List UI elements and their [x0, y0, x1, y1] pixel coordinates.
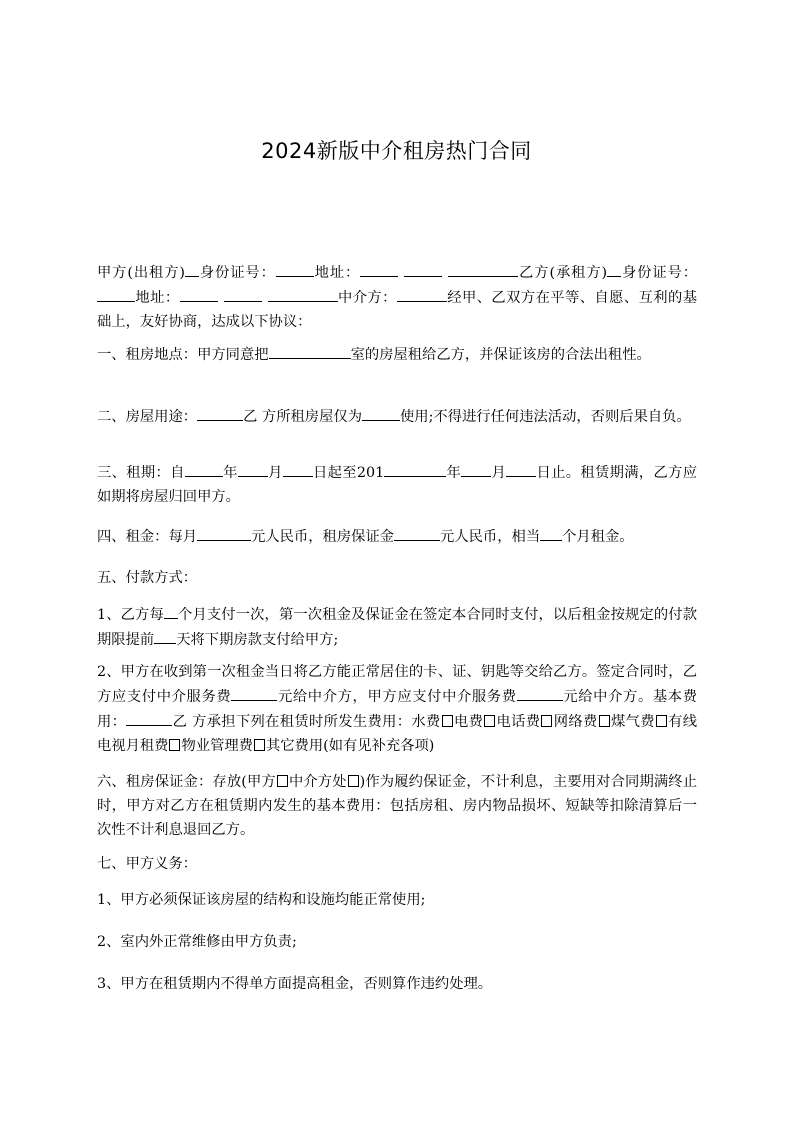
- clause-text: 1、乙方每: [97, 607, 164, 623]
- blank-field: [607, 260, 621, 277]
- clause-text: 煤气费: [610, 714, 655, 730]
- blank-field: [164, 602, 178, 619]
- checkbox: [599, 715, 610, 727]
- checkbox: [442, 715, 453, 727]
- blank-field: [269, 342, 351, 359]
- checkbox: [277, 775, 288, 787]
- clause-text: 电话费: [496, 714, 541, 730]
- blank-field: [283, 460, 313, 477]
- clause-text: 使用;不得进行任何违法活动，否则后果自负。: [400, 409, 691, 425]
- blank-field: [268, 285, 338, 302]
- clause-text: 天将下期房款支付给甲方;: [176, 632, 339, 648]
- clause-text: 月: [491, 465, 507, 481]
- blank-field: [97, 285, 135, 302]
- checkbox: [169, 739, 180, 751]
- blank-field: [404, 260, 442, 277]
- obligation-item-2: 2、室内外正常维修由甲方负责;: [97, 934, 297, 950]
- clause-payment-heading: 五、付款方式：: [97, 570, 198, 586]
- clause-usage: [97, 404, 697, 429]
- payment-item-1: [97, 602, 697, 652]
- clause-text: 2、甲方在收到第一次租金当日将乙方能正常居住的卡、证、钥匙等交给乙方。签定合同时，乙方应支付中介服务费: [97, 664, 697, 705]
- clause-text: 有线电视月租费: [97, 714, 698, 754]
- clause-text: 一、租房地点：甲方同意把: [97, 347, 269, 363]
- party-b-label: 乙方(承租方): [518, 265, 608, 281]
- blank-field: [362, 404, 400, 421]
- clause-text: 乙 方承担下列在租赁时所发生费用：水费: [172, 714, 441, 730]
- blank-field: [506, 460, 536, 477]
- clause-text: 中介方处: [288, 774, 347, 790]
- blank-field: [384, 460, 446, 477]
- agent-label: 中介方：: [337, 290, 397, 306]
- clause-text: 元人民币，租房保证金: [251, 529, 395, 545]
- agreement-text: 经甲、乙双方在平等、自愿、互利的基础上，友好协商，达成以下协议：: [97, 290, 698, 330]
- blank-field: [394, 524, 440, 541]
- blank-field: [197, 404, 243, 421]
- clause-rent: [97, 524, 697, 549]
- blank-field: [154, 627, 176, 644]
- checkbox: [656, 715, 667, 727]
- checkbox: [541, 715, 552, 727]
- clause-text: 月: [267, 465, 283, 481]
- blank-field: [197, 524, 251, 541]
- party-a-label: 甲方(出租方): [97, 265, 185, 281]
- clause-text: 乙 方所租房屋仅为: [243, 409, 362, 425]
- clause-deposit: [97, 770, 697, 842]
- blank-field: [185, 260, 199, 277]
- clause-text: 室的房屋租给乙方，并保证该房的合法出租性。: [350, 347, 651, 363]
- clause-text: 个月支付一次，第一次租金及保证金在签定本合同时支付，以后租金按规定的付款期限提前: [97, 607, 697, 648]
- blank-field: [180, 285, 218, 302]
- blank-field: [126, 709, 172, 726]
- clause-text: 六、租房保证金：存放(甲方: [97, 774, 276, 790]
- blank-field: [231, 684, 277, 701]
- clause-text: 个月租金。: [562, 529, 634, 545]
- obligation-item-1: 1、甲方必须保证该房屋的结构和设施均能正常使用;: [97, 892, 426, 908]
- payment-item-2: [97, 660, 697, 758]
- checkbox: [254, 739, 265, 751]
- clause-text: 日止。租赁期满，乙方应如期将房屋归回甲方。: [97, 465, 698, 505]
- blank-field: [448, 260, 518, 277]
- blank-field: [238, 460, 268, 477]
- clause-text: 二、房屋用途：: [97, 409, 198, 425]
- blank-field: [360, 260, 398, 277]
- clause-text: 电费: [453, 714, 484, 730]
- clause-text: 三、租期：自: [97, 465, 185, 481]
- address-label: 地址：: [313, 265, 361, 281]
- clause-text: 其它费用(如有见补充各项): [265, 738, 435, 754]
- id-label: 身份证号：: [198, 265, 276, 281]
- clause-text: )作为履约保证金，不计利息，主要用对合同期满终止时，甲方对乙方在租赁期内发生的基本费用：包括房租、房内物品损坏、短缺等扣除清算后一次性不计利息退回乙方。: [97, 774, 698, 838]
- page-title: 2024新版中介租房热门合同: [261, 139, 532, 163]
- clause-term: [97, 460, 697, 509]
- checkbox: [484, 715, 495, 727]
- blank-field: [461, 460, 491, 477]
- clause-location: [97, 342, 697, 367]
- obligation-item-3: 3、甲方在租赁期内不得单方面提高租金，否则算作违约处理。: [97, 976, 493, 992]
- clause-text: 年: [446, 465, 462, 481]
- clause-text: 元人民币，相当: [440, 529, 541, 545]
- blank-field: [276, 260, 314, 277]
- clause-text: 网络费: [553, 714, 598, 730]
- checkbox: [348, 775, 359, 787]
- blank-field: [540, 524, 562, 541]
- clause-obligations-heading: 七、甲方义务：: [97, 856, 198, 872]
- clause-text: 年: [222, 465, 238, 481]
- clause-text: 物业管理费: [181, 738, 253, 754]
- blank-field: [397, 285, 447, 302]
- blank-field: [185, 460, 223, 477]
- blank-field: [224, 285, 262, 302]
- address-label: 地址：: [135, 290, 180, 306]
- clause-text: 元给中介方。基本费用：: [97, 689, 698, 730]
- parties-paragraph: [97, 260, 697, 334]
- clause-text: 日起至201: [312, 465, 385, 481]
- clause-text: 四、租金：每月: [97, 529, 198, 545]
- clause-text: 元给中介方，甲方应支付中介服务费: [277, 689, 517, 705]
- blank-field: [517, 684, 563, 701]
- id-label: 身份证号：: [621, 265, 698, 281]
